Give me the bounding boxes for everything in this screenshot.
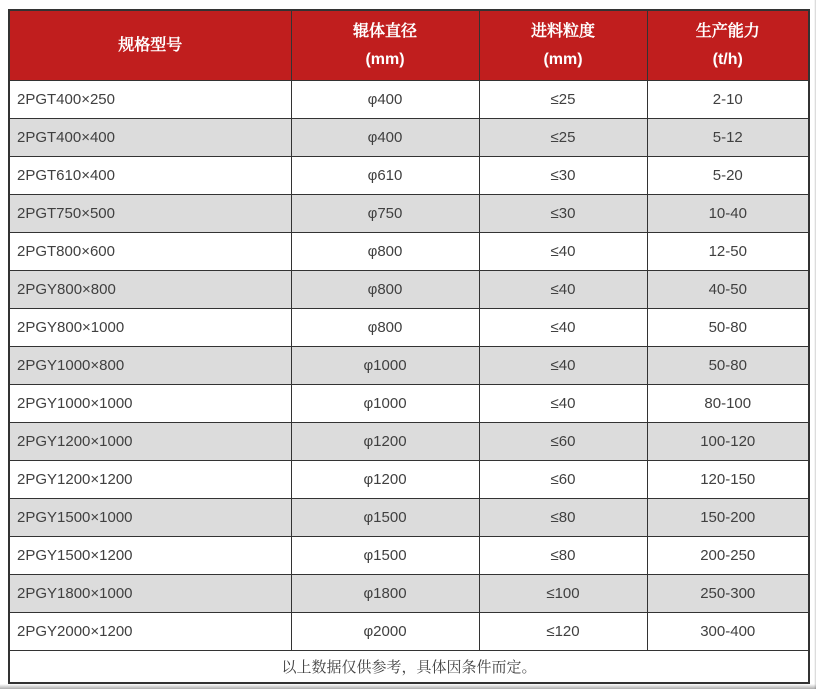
- model-cell: 2PGT750×500: [9, 194, 291, 232]
- feed-size-cell: ≤100: [479, 574, 647, 612]
- table-row: [9, 536, 809, 574]
- feed-size-cell: ≤80: [479, 536, 647, 574]
- capacity-cell: 200-250: [647, 536, 809, 574]
- spec-table-body: [9, 80, 809, 650]
- model-cell: 2PGY1200×1200: [9, 460, 291, 498]
- footnote-row: [9, 650, 809, 683]
- feed-size-cell: ≤25: [479, 80, 647, 118]
- model-cell: 2PGY1000×800: [9, 346, 291, 384]
- capacity-cell: 300-400: [647, 612, 809, 650]
- feed-size-cell: ≤120: [479, 612, 647, 650]
- roller-diameter-cell: φ1000: [291, 384, 479, 422]
- capacity-cell: 80-100: [647, 384, 809, 422]
- feed-size-cell: ≤30: [479, 156, 647, 194]
- model-cell: 2PGY1500×1000: [9, 498, 291, 536]
- model-cell: 2PGY800×1000: [9, 308, 291, 346]
- feed-size-cell: ≤30: [479, 194, 647, 232]
- roller-diameter-cell: φ1500: [291, 498, 479, 536]
- feed-size-cell: ≤60: [479, 460, 647, 498]
- page-shadow-bottom: [0, 684, 816, 689]
- table-row: [9, 308, 809, 346]
- col-header-roller-diameter-label: 辊体直径: [352, 22, 417, 40]
- capacity-cell: 5-20: [647, 156, 809, 194]
- table-row: [9, 232, 809, 270]
- model-cell: 2PGT800×600: [9, 232, 291, 270]
- capacity-cell: 250-300: [647, 574, 809, 612]
- col-header-roller-diameter-unit: (mm): [365, 50, 405, 68]
- col-header-feed-size: [479, 10, 647, 80]
- capacity-cell: 12-50: [647, 232, 809, 270]
- col-header-capacity-unit: (t/h): [712, 50, 743, 68]
- feed-size-cell: ≤40: [479, 270, 647, 308]
- table-row: [9, 498, 809, 536]
- table-row: [9, 574, 809, 612]
- capacity-cell: 150-200: [647, 498, 809, 536]
- table-row: [9, 422, 809, 460]
- col-header-capacity: [647, 10, 809, 80]
- model-cell: 2PGY800×800: [9, 270, 291, 308]
- table-row: [9, 118, 809, 156]
- table-row: [9, 460, 809, 498]
- col-header-feed-size-label: 进料粒度: [530, 22, 595, 40]
- roller-diameter-cell: φ400: [291, 118, 479, 156]
- roller-diameter-cell: φ800: [291, 232, 479, 270]
- roller-diameter-cell: φ1000: [291, 346, 479, 384]
- table-row: [9, 194, 809, 232]
- table-row: [9, 384, 809, 422]
- capacity-cell: 100-120: [647, 422, 809, 460]
- roller-diameter-cell: φ400: [291, 80, 479, 118]
- capacity-cell: 120-150: [647, 460, 809, 498]
- table-row: [9, 346, 809, 384]
- roller-diameter-cell: φ750: [291, 194, 479, 232]
- model-cell: 2PGY1500×1200: [9, 536, 291, 574]
- header-row: [9, 10, 809, 80]
- capacity-cell: 40-50: [647, 270, 809, 308]
- feed-size-cell: ≤40: [479, 384, 647, 422]
- table-row: [9, 270, 809, 308]
- footnote: 以上数据仅供参考，具体因条件而定。: [9, 650, 809, 683]
- model-cell: 2PGY2000×1200: [9, 612, 291, 650]
- roller-diameter-cell: φ1200: [291, 422, 479, 460]
- roller-diameter-cell: φ800: [291, 308, 479, 346]
- feed-size-cell: ≤25: [479, 118, 647, 156]
- feed-size-cell: ≤60: [479, 422, 647, 460]
- model-cell: 2PGY1200×1000: [9, 422, 291, 460]
- roller-diameter-cell: φ800: [291, 270, 479, 308]
- feed-size-cell: ≤40: [479, 346, 647, 384]
- feed-size-cell: ≤80: [479, 498, 647, 536]
- roller-diameter-cell: φ610: [291, 156, 479, 194]
- roller-diameter-cell: φ1800: [291, 574, 479, 612]
- spec-table: [8, 9, 810, 684]
- model-cell: 2PGT400×250: [9, 80, 291, 118]
- roller-diameter-cell: φ2000: [291, 612, 479, 650]
- capacity-cell: 50-80: [647, 308, 809, 346]
- capacity-cell: 50-80: [647, 346, 809, 384]
- col-header-model-label: 规格型号: [118, 36, 183, 54]
- capacity-cell: 2-10: [647, 80, 809, 118]
- model-cell: 2PGY1800×1000: [9, 574, 291, 612]
- capacity-cell: 10-40: [647, 194, 809, 232]
- feed-size-cell: ≤40: [479, 232, 647, 270]
- table-row: [9, 612, 809, 650]
- col-header-model: [9, 10, 291, 80]
- roller-diameter-cell: φ1200: [291, 460, 479, 498]
- capacity-cell: 5-12: [647, 118, 809, 156]
- model-cell: 2PGT400×400: [9, 118, 291, 156]
- table-row: [9, 80, 809, 118]
- model-cell: 2PGT610×400: [9, 156, 291, 194]
- table-row: [9, 156, 809, 194]
- roller-diameter-cell: φ1500: [291, 536, 479, 574]
- col-header-roller-diameter: [291, 10, 479, 80]
- col-header-feed-size-unit: (mm): [543, 50, 583, 68]
- model-cell: 2PGY1000×1000: [9, 384, 291, 422]
- feed-size-cell: ≤40: [479, 308, 647, 346]
- col-header-capacity-label: 生产能力: [695, 22, 760, 40]
